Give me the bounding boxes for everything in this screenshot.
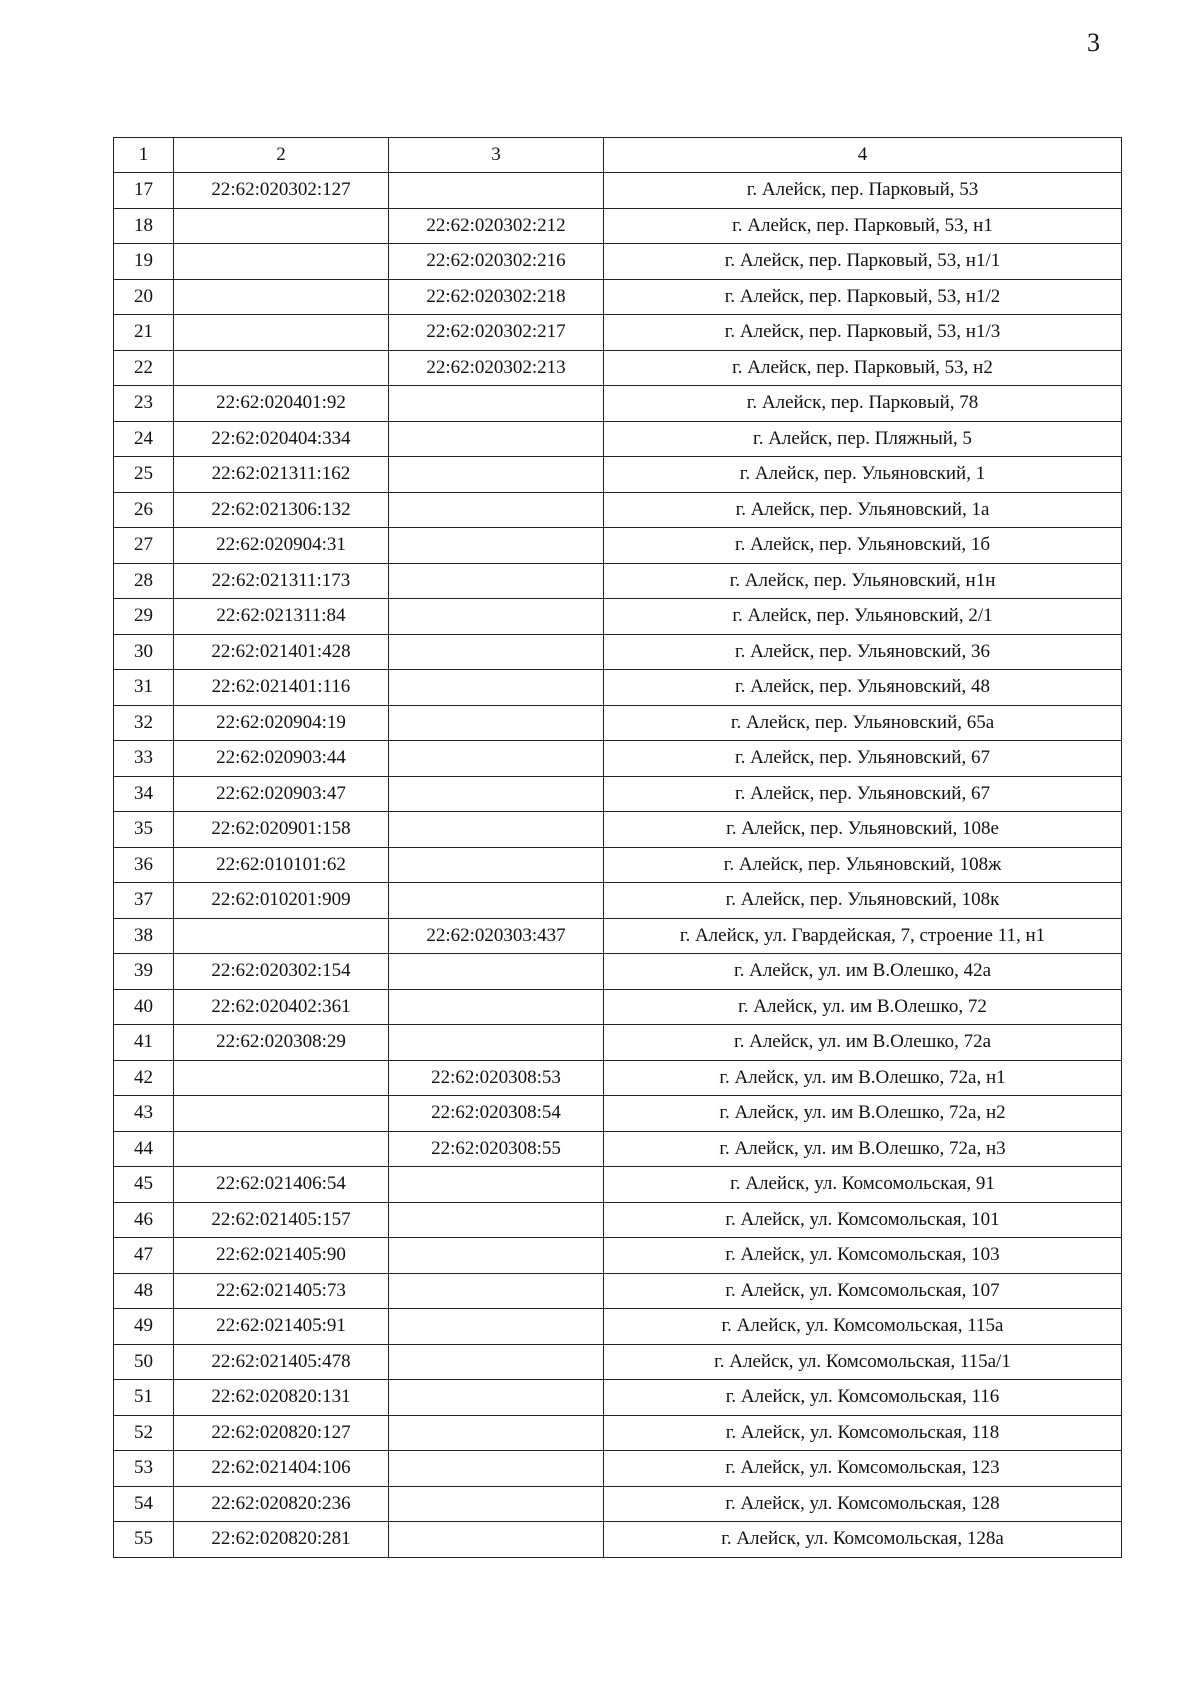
address-cell: г. Алейск, пер. Ульяновский, 65а	[604, 705, 1122, 741]
cadastral-number-cell	[174, 315, 389, 351]
row-number-cell: 24	[114, 421, 174, 457]
related-cadastral-number-cell	[389, 528, 604, 564]
table-row	[114, 954, 1122, 990]
related-cadastral-number-cell	[389, 1451, 604, 1487]
table-row	[114, 1522, 1122, 1558]
related-cadastral-number-cell: 22:62:020302:213	[389, 350, 604, 386]
related-cadastral-number-cell	[389, 847, 604, 883]
table-row	[114, 1238, 1122, 1274]
cadastral-number-cell: 22:62:021405:73	[174, 1273, 389, 1309]
table-row	[114, 1344, 1122, 1380]
row-number-cell: 52	[114, 1415, 174, 1451]
related-cadastral-number-cell: 22:62:020302:212	[389, 208, 604, 244]
address-cell: г. Алейск, ул. Комсомольская, 123	[604, 1451, 1122, 1487]
cadastral-number-cell: 22:62:021405:91	[174, 1309, 389, 1345]
table-row	[114, 847, 1122, 883]
table-row	[114, 492, 1122, 528]
cadastral-number-cell: 22:62:020820:127	[174, 1415, 389, 1451]
table-body	[114, 173, 1122, 1558]
table-header	[114, 138, 1122, 173]
cadastral-number-cell: 22:62:021311:162	[174, 457, 389, 493]
address-cell: г. Алейск, ул. Комсомольская, 118	[604, 1415, 1122, 1451]
address-cell: г. Алейск, ул. им В.Олешко, 72	[604, 989, 1122, 1025]
address-cell: г. Алейск, пер. Ульяновский, 108к	[604, 883, 1122, 919]
related-cadastral-number-cell	[389, 634, 604, 670]
cadastral-number-cell: 22:62:020401:92	[174, 386, 389, 422]
table-row	[114, 279, 1122, 315]
address-cell: г. Алейск, пер. Ульяновский, 2/1	[604, 599, 1122, 635]
related-cadastral-number-cell	[389, 1202, 604, 1238]
cadastral-number-cell	[174, 279, 389, 315]
address-cell: г. Алейск, пер. Парковый, 53, н2	[604, 350, 1122, 386]
cadastral-number-cell: 22:62:020820:281	[174, 1522, 389, 1558]
table-row	[114, 457, 1122, 493]
cadastral-number-cell: 22:62:010201:909	[174, 883, 389, 919]
cadastral-number-cell: 22:62:020302:127	[174, 173, 389, 209]
related-cadastral-number-cell: 22:62:020308:53	[389, 1060, 604, 1096]
address-cell: г. Алейск, ул. им В.Олешко, 72а, н1	[604, 1060, 1122, 1096]
related-cadastral-number-cell: 22:62:020302:218	[389, 279, 604, 315]
table-row	[114, 1060, 1122, 1096]
row-number-cell: 25	[114, 457, 174, 493]
address-cell: г. Алейск, ул. им В.Олешко, 72а, н2	[604, 1096, 1122, 1132]
cadastral-number-cell	[174, 350, 389, 386]
row-number-cell: 49	[114, 1309, 174, 1345]
address-cell: г. Алейск, пер. Ульяновский, 108ж	[604, 847, 1122, 883]
cadastral-number-cell: 22:62:020904:31	[174, 528, 389, 564]
row-number-cell: 37	[114, 883, 174, 919]
row-number-cell: 55	[114, 1522, 174, 1558]
related-cadastral-number-cell: 22:62:020308:54	[389, 1096, 604, 1132]
header-row	[114, 138, 1122, 173]
table-row	[114, 1309, 1122, 1345]
table-row	[114, 670, 1122, 706]
address-cell: г. Алейск, ул. им В.Олешко, 72а	[604, 1025, 1122, 1061]
cadastral-number-cell: 22:62:020903:47	[174, 776, 389, 812]
cadastral-number-cell	[174, 208, 389, 244]
table-row	[114, 1451, 1122, 1487]
related-cadastral-number-cell	[389, 1167, 604, 1203]
related-cadastral-number-cell	[389, 1522, 604, 1558]
row-number-cell: 54	[114, 1486, 174, 1522]
address-cell: г. Алейск, ул. Комсомольская, 115а/1	[604, 1344, 1122, 1380]
address-cell: г. Алейск, ул. Комсомольская, 128	[604, 1486, 1122, 1522]
table-row	[114, 1025, 1122, 1061]
row-number-cell: 43	[114, 1096, 174, 1132]
header-col-4: 4	[604, 138, 1122, 173]
cadastral-number-cell: 22:62:020820:236	[174, 1486, 389, 1522]
row-number-cell: 27	[114, 528, 174, 564]
cadastral-number-cell: 22:62:021405:157	[174, 1202, 389, 1238]
cadastral-number-cell: 22:62:021406:54	[174, 1167, 389, 1203]
address-cell: г. Алейск, пер. Ульяновский, н1н	[604, 563, 1122, 599]
address-cell: г. Алейск, пер. Ульяновский, 1	[604, 457, 1122, 493]
cadastral-number-cell: 22:62:021311:84	[174, 599, 389, 635]
address-cell: г. Алейск, пер. Ульяновский, 67	[604, 741, 1122, 777]
row-number-cell: 46	[114, 1202, 174, 1238]
table-row	[114, 350, 1122, 386]
cadastral-number-cell	[174, 918, 389, 954]
address-cell: г. Алейск, ул. Комсомольская, 116	[604, 1380, 1122, 1416]
related-cadastral-number-cell	[389, 741, 604, 777]
table-row	[114, 528, 1122, 564]
header-col-3: 3	[389, 138, 604, 173]
cadastral-number-cell: 22:62:020404:334	[174, 421, 389, 457]
header-col-2: 2	[174, 138, 389, 173]
related-cadastral-number-cell: 22:62:020303:437	[389, 918, 604, 954]
cadastral-number-cell: 22:62:021401:428	[174, 634, 389, 670]
row-number-cell: 17	[114, 173, 174, 209]
table-row	[114, 1486, 1122, 1522]
row-number-cell: 53	[114, 1451, 174, 1487]
related-cadastral-number-cell	[389, 883, 604, 919]
address-cell: г. Алейск, ул. Комсомольская, 128а	[604, 1522, 1122, 1558]
row-number-cell: 20	[114, 279, 174, 315]
address-cell: г. Алейск, ул. им В.Олешко, 72а, н3	[604, 1131, 1122, 1167]
related-cadastral-number-cell: 22:62:020302:216	[389, 244, 604, 280]
address-cell: г. Алейск, пер. Ульяновский, 48	[604, 670, 1122, 706]
table-row	[114, 1131, 1122, 1167]
row-number-cell: 36	[114, 847, 174, 883]
related-cadastral-number-cell	[389, 1344, 604, 1380]
cadastral-number-cell: 22:62:020308:29	[174, 1025, 389, 1061]
address-cell: г. Алейск, пер. Ульяновский, 36	[604, 634, 1122, 670]
cadastral-number-cell: 22:62:010101:62	[174, 847, 389, 883]
cadastral-number-cell: 22:62:020901:158	[174, 812, 389, 848]
row-number-cell: 38	[114, 918, 174, 954]
header-col-1: 1	[114, 138, 174, 173]
row-number-cell: 28	[114, 563, 174, 599]
table-row	[114, 883, 1122, 919]
table-row	[114, 812, 1122, 848]
row-number-cell: 40	[114, 989, 174, 1025]
table-row	[114, 599, 1122, 635]
related-cadastral-number-cell	[389, 1309, 604, 1345]
row-number-cell: 42	[114, 1060, 174, 1096]
related-cadastral-number-cell	[389, 492, 604, 528]
table-row	[114, 705, 1122, 741]
row-number-cell: 31	[114, 670, 174, 706]
row-number-cell: 47	[114, 1238, 174, 1274]
related-cadastral-number-cell	[389, 1486, 604, 1522]
address-cell: г. Алейск, пер. Парковый, 78	[604, 386, 1122, 422]
cadastral-number-cell: 22:62:020302:154	[174, 954, 389, 990]
related-cadastral-number-cell	[389, 563, 604, 599]
table-row	[114, 1415, 1122, 1451]
related-cadastral-number-cell	[389, 1025, 604, 1061]
address-cell: г. Алейск, пер. Парковый, 53, н1/3	[604, 315, 1122, 351]
row-number-cell: 48	[114, 1273, 174, 1309]
address-cell: г. Алейск, ул. Комсомольская, 101	[604, 1202, 1122, 1238]
cadastral-number-cell	[174, 244, 389, 280]
row-number-cell: 19	[114, 244, 174, 280]
table-row	[114, 634, 1122, 670]
related-cadastral-number-cell	[389, 1380, 604, 1416]
row-number-cell: 18	[114, 208, 174, 244]
related-cadastral-number-cell	[389, 386, 604, 422]
address-cell: г. Алейск, пер. Пляжный, 5	[604, 421, 1122, 457]
table-row	[114, 421, 1122, 457]
related-cadastral-number-cell	[389, 705, 604, 741]
related-cadastral-number-cell	[389, 954, 604, 990]
table-row	[114, 1202, 1122, 1238]
related-cadastral-number-cell	[389, 989, 604, 1025]
related-cadastral-number-cell	[389, 457, 604, 493]
row-number-cell: 23	[114, 386, 174, 422]
related-cadastral-number-cell	[389, 599, 604, 635]
table-row	[114, 776, 1122, 812]
table-row	[114, 918, 1122, 954]
table-row	[114, 741, 1122, 777]
address-cell: г. Алейск, пер. Парковый, 53, н1	[604, 208, 1122, 244]
address-cell: г. Алейск, пер. Парковый, 53, н1/2	[604, 279, 1122, 315]
related-cadastral-number-cell	[389, 1238, 604, 1274]
page-number: 3	[1087, 28, 1100, 57]
table-row	[114, 1167, 1122, 1203]
address-cell: г. Алейск, ул. Комсомольская, 91	[604, 1167, 1122, 1203]
row-number-cell: 29	[114, 599, 174, 635]
cadastral-number-cell: 22:62:021306:132	[174, 492, 389, 528]
table-row	[114, 563, 1122, 599]
related-cadastral-number-cell	[389, 1415, 604, 1451]
row-number-cell: 32	[114, 705, 174, 741]
address-cell: г. Алейск, пер. Ульяновский, 1б	[604, 528, 1122, 564]
related-cadastral-number-cell	[389, 670, 604, 706]
table-row	[114, 1380, 1122, 1416]
cadastral-number-cell	[174, 1096, 389, 1132]
row-number-cell: 41	[114, 1025, 174, 1061]
cadastral-number-cell: 22:62:020903:44	[174, 741, 389, 777]
table-row	[114, 1273, 1122, 1309]
table-row	[114, 208, 1122, 244]
table-row	[114, 173, 1122, 209]
related-cadastral-number-cell	[389, 812, 604, 848]
row-number-cell: 45	[114, 1167, 174, 1203]
address-cell: г. Алейск, пер. Ульяновский, 1а	[604, 492, 1122, 528]
row-number-cell: 44	[114, 1131, 174, 1167]
table-row	[114, 386, 1122, 422]
row-number-cell: 30	[114, 634, 174, 670]
address-cell: г. Алейск, пер. Парковый, 53	[604, 173, 1122, 209]
cadastral-number-cell: 22:62:021405:90	[174, 1238, 389, 1274]
property-table	[113, 137, 1122, 1558]
row-number-cell: 51	[114, 1380, 174, 1416]
address-cell: г. Алейск, ул. им В.Олешко, 42а	[604, 954, 1122, 990]
cadastral-number-cell: 22:62:020820:131	[174, 1380, 389, 1416]
row-number-cell: 26	[114, 492, 174, 528]
row-number-cell: 33	[114, 741, 174, 777]
address-cell: г. Алейск, ул. Гвардейская, 7, строение 11, н1	[604, 918, 1122, 954]
table-row	[114, 989, 1122, 1025]
row-number-cell: 34	[114, 776, 174, 812]
table-row	[114, 244, 1122, 280]
address-cell: г. Алейск, пер. Ульяновский, 108е	[604, 812, 1122, 848]
address-cell: г. Алейск, ул. Комсомольская, 103	[604, 1238, 1122, 1274]
address-cell: г. Алейск, ул. Комсомольская, 107	[604, 1273, 1122, 1309]
table-row	[114, 1096, 1122, 1132]
table-row	[114, 315, 1122, 351]
cadastral-number-cell	[174, 1060, 389, 1096]
cadastral-number-cell: 22:62:020402:361	[174, 989, 389, 1025]
cadastral-number-cell: 22:62:021404:106	[174, 1451, 389, 1487]
related-cadastral-number-cell	[389, 421, 604, 457]
address-cell: г. Алейск, пер. Парковый, 53, н1/1	[604, 244, 1122, 280]
cadastral-number-cell: 22:62:021405:478	[174, 1344, 389, 1380]
row-number-cell: 22	[114, 350, 174, 386]
related-cadastral-number-cell: 22:62:020308:55	[389, 1131, 604, 1167]
related-cadastral-number-cell	[389, 1273, 604, 1309]
row-number-cell: 39	[114, 954, 174, 990]
row-number-cell: 50	[114, 1344, 174, 1380]
cadastral-number-cell	[174, 1131, 389, 1167]
row-number-cell: 21	[114, 315, 174, 351]
related-cadastral-number-cell	[389, 173, 604, 209]
cadastral-number-cell: 22:62:021311:173	[174, 563, 389, 599]
cadastral-number-cell: 22:62:020904:19	[174, 705, 389, 741]
related-cadastral-number-cell: 22:62:020302:217	[389, 315, 604, 351]
related-cadastral-number-cell	[389, 776, 604, 812]
cadastral-number-cell: 22:62:021401:116	[174, 670, 389, 706]
row-number-cell: 35	[114, 812, 174, 848]
address-cell: г. Алейск, ул. Комсомольская, 115а	[604, 1309, 1122, 1345]
address-cell: г. Алейск, пер. Ульяновский, 67	[604, 776, 1122, 812]
